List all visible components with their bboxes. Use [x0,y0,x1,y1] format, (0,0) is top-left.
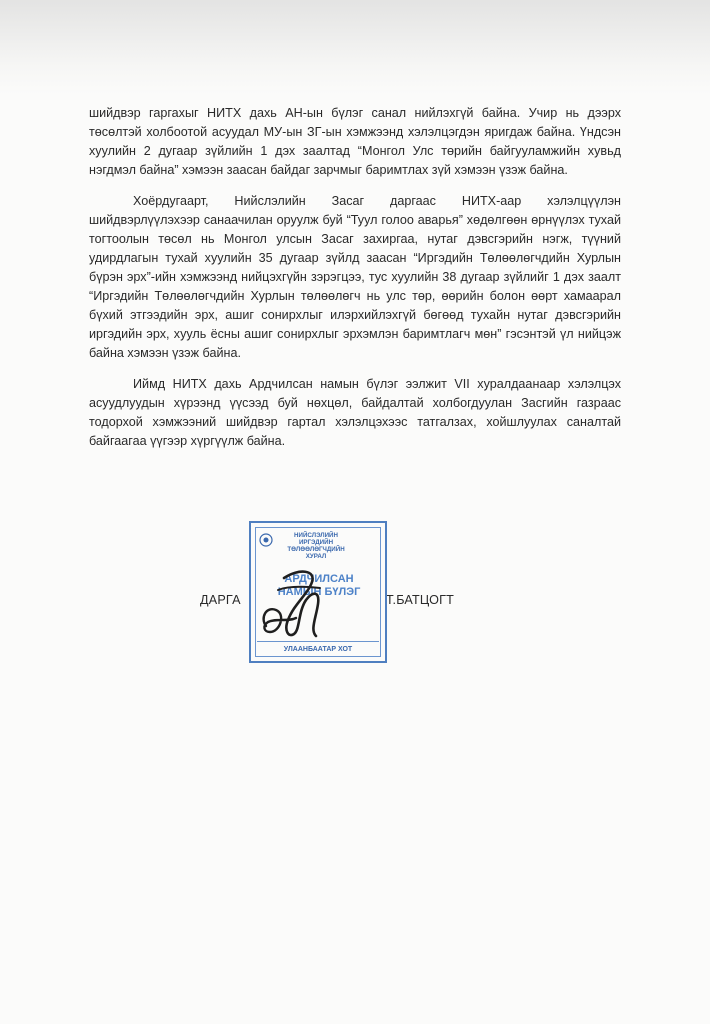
paragraph-1: шийдвэр гаргахыг НИТХ дахь АН-ын бүлэг санал нийлэхгүй байна. Учир нь дээрх төсөлтэй холбоотой асуудал МУ-ын ЗГ-ын хэмжээнд хэлэлцэгдэн яригдаж байна. Үндсэн хуулийн 2 дугаар зүйлийн 1 дэх заалтад “Монгол Улс төрийн байгууламжийн хувьд нэгдмэл байна” хэмээн заасан байдаг зарчмыг баримтлах зүй хэмээн үзэж байна. [89,106,621,177]
stamp-party-line-1: АРДЧИЛСАН [284,573,354,585]
paragraph-3: Иймд НИТХ дахь Ардчилсан намын бүлэг ээлжит VII хуралдаанаар хэлэлцэх асуудлуудын хүрээнд үүсээд буй нөхцөл, байдалтай холбогдуулан Засгийн газраас тодорхой хэмжээний шийдвэр гартал хэлэлцэхээс татгалзах, хойшлуулах саналтай байгаагаа үүгээр хүргүүлж байна. [89,377,621,448]
letter-body [89,104,621,463]
signatory-name: Т.БАТЦОГТ [386,593,455,607]
signatory-title: ДАРГА [200,593,241,607]
paragraph-2: Хоёрдугаарт, Нийслэлийн Засаг даргаас НИТХ-аар хэлэлцүүлэн шийдвэрлүүлэхээр санаачилан оруулж буй “Туул голоо аварья” хөдөлгөөн өрнүүлэх тухай тогтоолын төсөл нь Монгол улсын Засаг захиргаа, нутаг дэвсгэрийн нэгж, түүний удирдлагын тухай хуулийн 35 дугаар зүйлд заасан “Иргэдийн Төлөөлөгчдийн Хурлын бүрэн эрх”-ийн хэмжээнд нийцэхгүйн зэрэгцээ, тус хуулийн 38 дугаар зүйлийг 1 дэх заалт “Иргэдийн Төлөөлөгчдийн Хурлын төлөөлөгч нь улс төр, өөрийн болон өөрт хамаарал бүхий этгээдийн эрх, ашиг сонирхлыг илэрхийлэхгүй бөгөөд тухайн нутаг дэвсгэрийн иргэдийн эрх, хууль ёсны ашиг сонирхлыг эрхэмлэн баримтлагч мөн” гэсэнтэй үл нийцэж байна хэмээн үзэж байна. [89,194,621,360]
stamp-city: УЛААНБААТАР ХОТ [283,646,353,653]
stamp-party-line-2: НАМЫН БҮЛЭГ [277,586,361,598]
emblem-icon [259,533,273,547]
stamp-header-line-2: ТӨЛӨӨЛӨГЧДИЙН ХУРАЛ [287,546,345,560]
scan-shadow [0,0,710,95]
handwritten-signature [254,560,334,646]
stamp-header [277,532,355,560]
stamp-header-line-1: НИЙСЛЭЛИЙН ИРГЭДИЙН [294,532,338,546]
